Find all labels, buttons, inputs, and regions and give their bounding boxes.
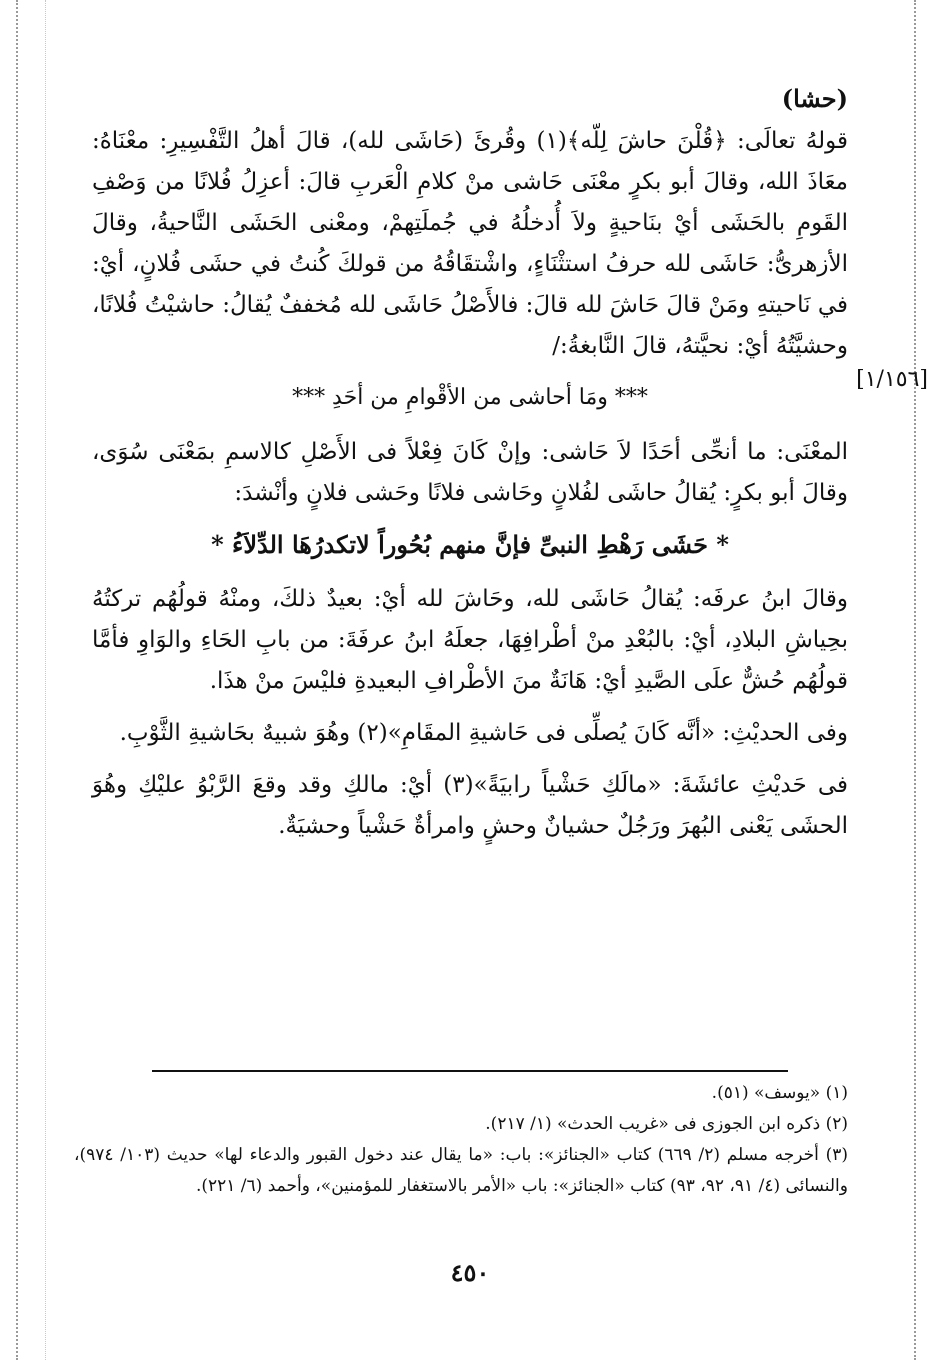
paragraph-1-wrap	[92, 121, 928, 392]
footnotes	[74, 1078, 848, 1202]
entry-heading: (حشا)	[781, 84, 848, 113]
paragraph-2: المعْنَى: ما أنحِّى أحَدًا لاَ حَاشى: وإنْ كَانَ فِعْلاً فى الأَصْلِ كالاسمِ بمَعْنَى سُوَى، وقالَ أبو بكرٍ: يُقالُ حاشَى لفُلانٍ وحَاشى فلانًا وحَشى فلانٍ وأنْشدَ:	[92, 439, 848, 506]
paragraph-4: وفى الحديْثِ: «أنَّه كَانَ يُصلِّى فى حَاشيةِ المقَامِ»(٢) وهُوَ شبيهٌ بحَاشيةِ الثَّوْبِ.	[119, 720, 848, 746]
verse-1: *** ومَا أحاشى من الأقْوامِ من أحَدِ ***	[292, 385, 648, 410]
footnote-1: (١) «يوسف» (٥١).	[711, 1083, 848, 1103]
footnote-3: (٣) أخرجه مسلم (٢/ ٦٦٩) كتاب «الجنائز»: باب: «ما يقال عند دخول القبور والدعاء لها» حديث (١٠٣/ ٩٧٤)، والنسائى (٤/ ٩١، ٩٢، ٩٣) كتاب «الجنائز»: باب «الأمر بالاستغفار للمؤمنين»، وأحمد (٦/ ٢٢١).	[74, 1145, 848, 1196]
paragraph-1: قولهُ تعالَى: ﴿قُلْنَ حاشَ لِلّه﴾(١) وقُرئَ (حَاشَى لله)، قالَ أهلُ التَّفْسِيرِ: معْنَاهُ: معَاذَ الله، وقالَ أبو بكرٍ معْنَى حَاشى منْ كلامِ الْعَربِ قالَ: أعزِلُ فُلانًا من وَصْفِ القَومِ بالحَشَى أيْ بنَاحيةٍ ولاَ أُدخلُهُ في جُملَتِهمْ، ومعْنى الحَشَى النَّاحيةُ، وقالَ الأزهرىُّ: حَاشَى لله حرفُ استثْنَاءٍ، واشْتقَاقُهُ من قولكَ كُنتُ في حشَى فُلانٍ، أيْ: في نَاحيتهِ ومَنْ قالَ حَاشَ لله قالَ: فالأَصْلُ حَاشَى لله مُخففٌ يُقالُ: حاشيْتُ فُلانًا، وحشيَّتُهُ أيْ: نحيَّتهُ، قالَ النَّابغةُ:/	[92, 128, 848, 359]
scan-edge-left-inner	[45, 0, 46, 1360]
paragraph-5: فى حَديْثِ عائشَةَ: «مالَكِ حَشْياً رابيَةً»(٣) أيْ: مالكِ وقد وقعَ الرَّبْوُ عليْكِ وهُوَ الحشَى يَعْنى البُهرَ ورَجُلٌ حشيانٌ وحشٍ وامرأةٌ حَشْياً وحشيَةٌ.	[92, 772, 848, 839]
paragraph-3: وقالَ ابنُ عرفَه: يُقالُ حَاشَى لله، وحَاشَ لله أيْ: بعيدٌ ذلكَ، ومنْهُ قولُهُم تركتُهُ بحِياشِ البلادِ، أيْ: بالبُعْدِ منْ أطْرافِهَا، جعلَهُ ابنُ عرفَةَ: من بابِ الحَاءِ والوَاوِ فأمَّا قولُهُم حُشٌّ علَى الصَّيدِ أيْ: هَانَةٌ منَ الأطْرافِ البعيدةِ فليْسَ منْ هذَا.	[92, 586, 848, 694]
main-text	[92, 84, 928, 858]
scan-edge-left	[16, 0, 18, 1360]
page-number: ٤٥٠	[450, 1258, 490, 1287]
footnote-divider	[152, 1070, 788, 1072]
footnote-2: (٢) ذكره ابن الجوزى فى «غريب الحدث» (١/ ٢١٧).	[485, 1114, 848, 1134]
verse-2: * حَشَى رَهْطِ النبىِّ فإنَّ منهم بُحُوراً لاتكدرُهَا الدِّلاَءُ *	[211, 530, 729, 559]
margin-manuscript-ref: [١/١٥٦]	[856, 367, 928, 392]
scan-edge-right	[914, 0, 916, 1360]
